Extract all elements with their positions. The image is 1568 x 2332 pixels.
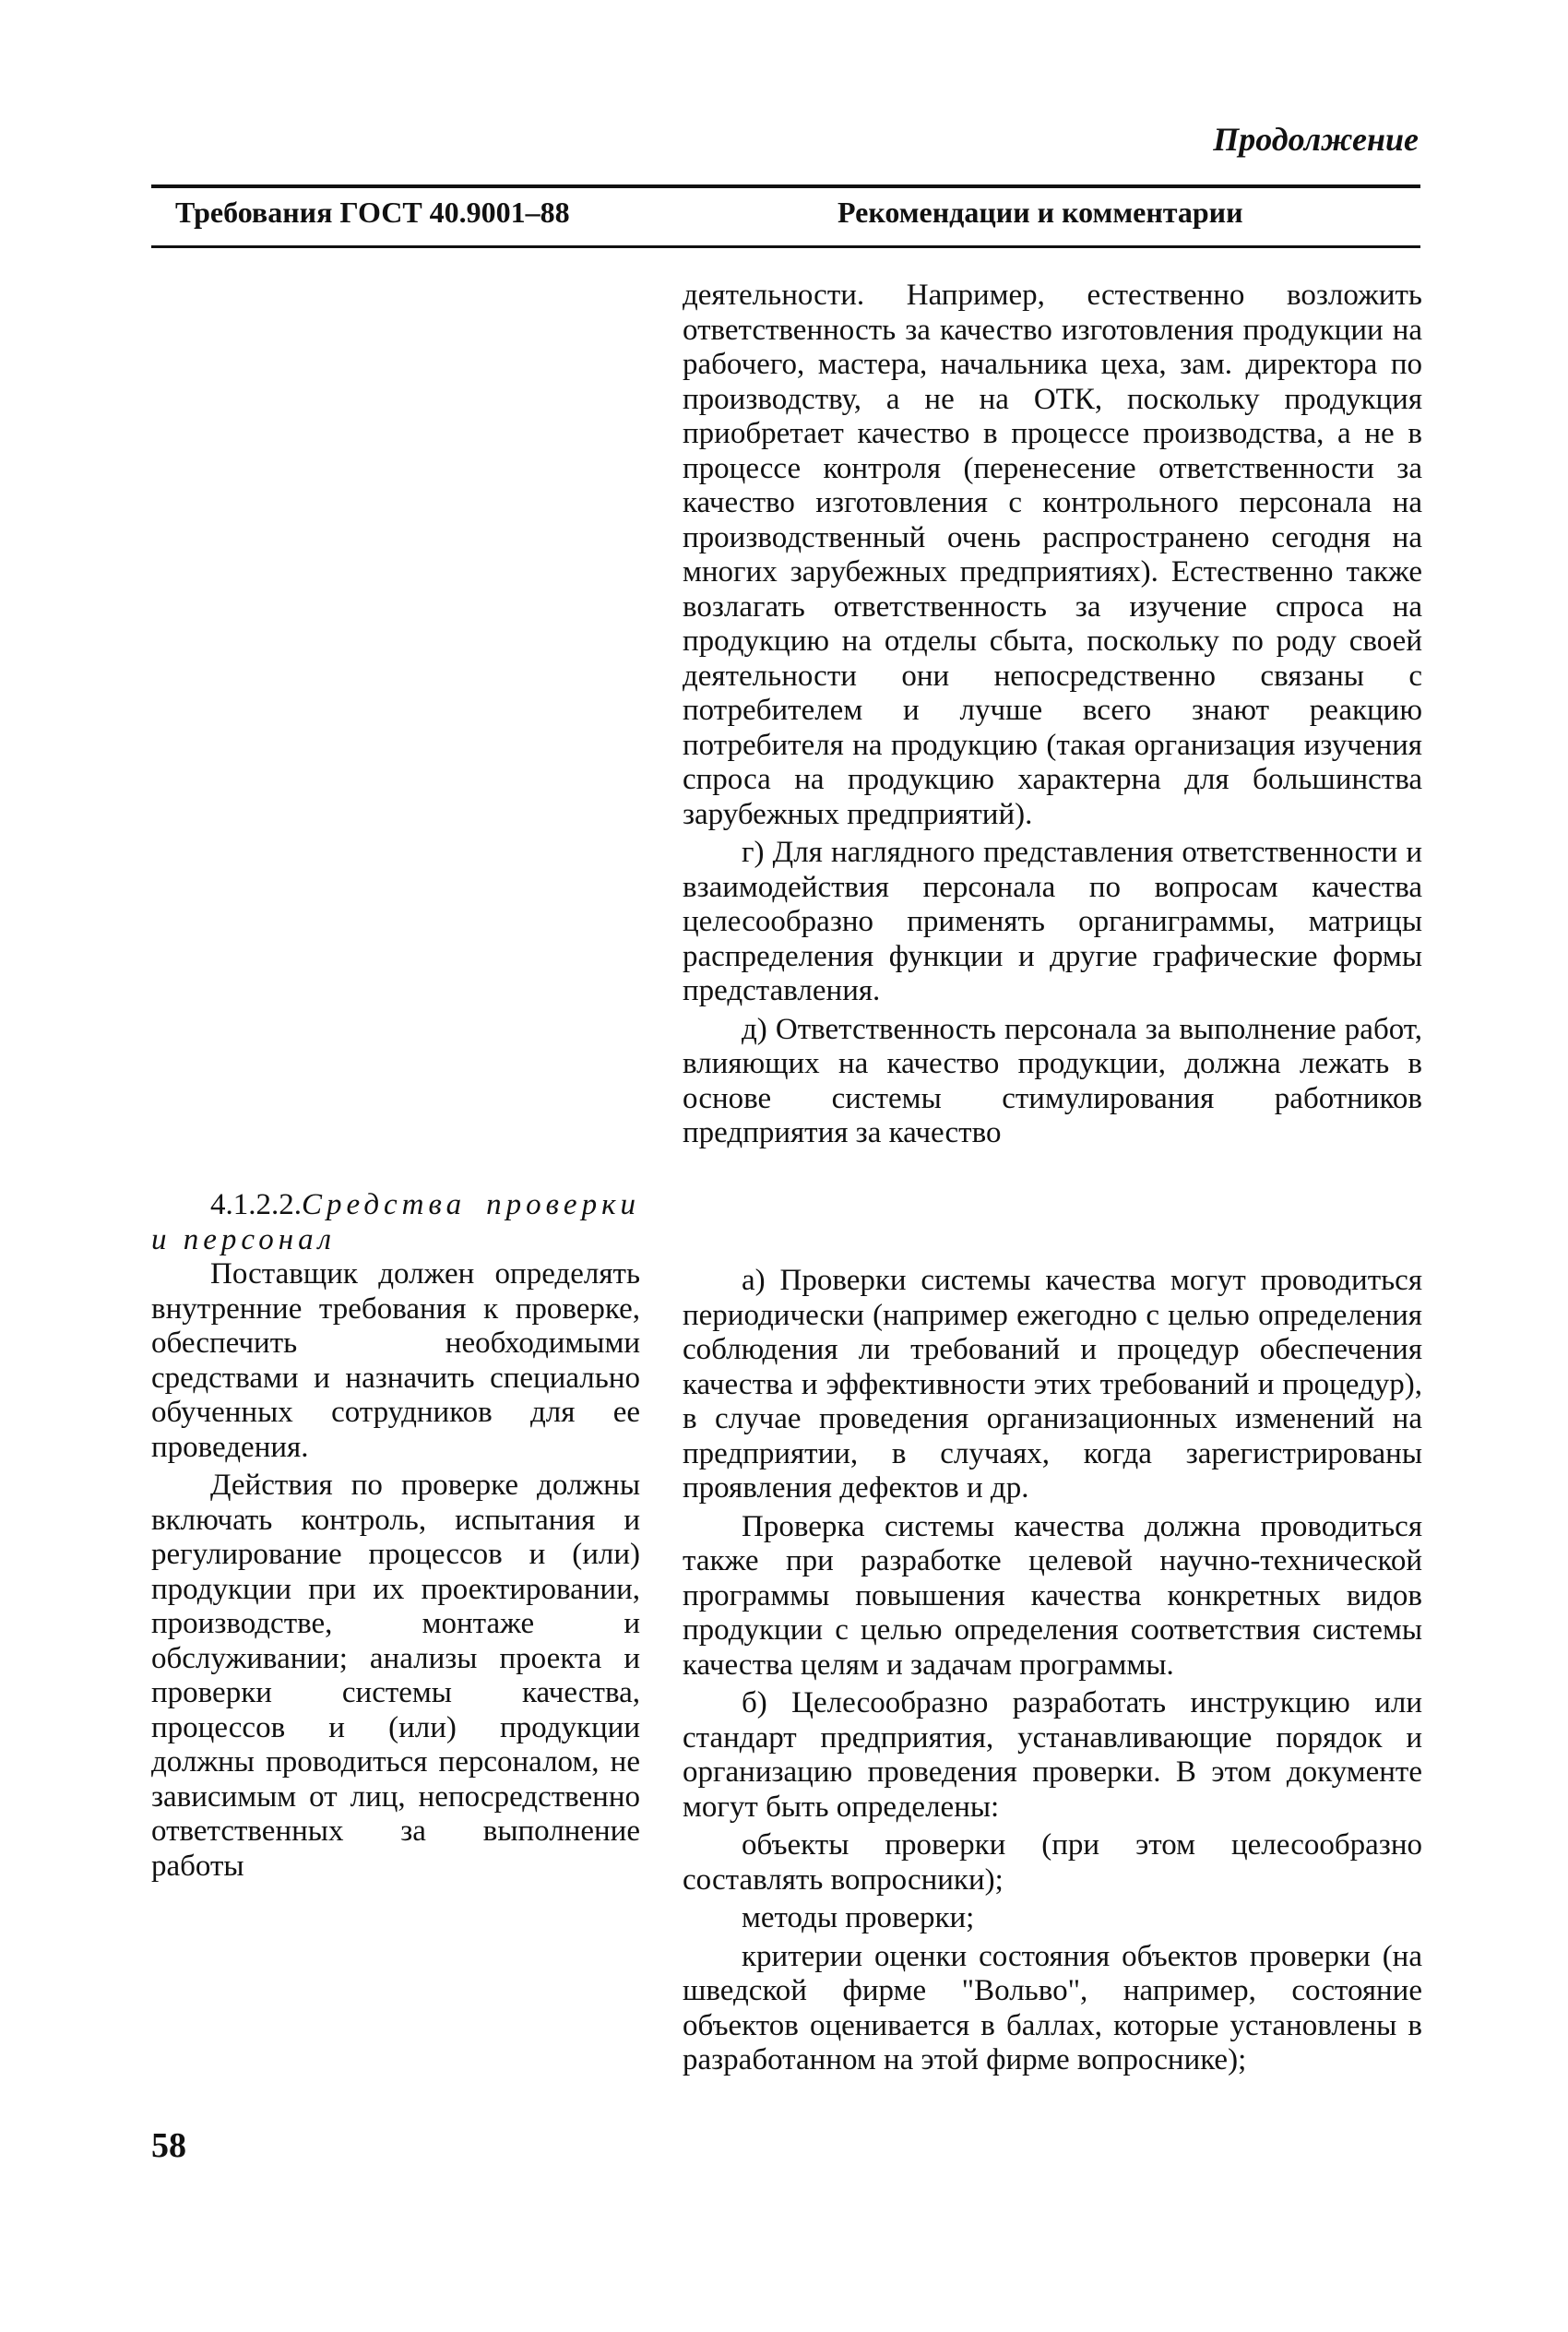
continuation-label: Продолжение bbox=[1213, 121, 1419, 158]
section-number: 4.1.2.2. bbox=[210, 1188, 302, 1221]
right-column-top bbox=[683, 279, 1422, 1151]
section-heading bbox=[151, 1188, 640, 1257]
paragraph: г) Для наглядного представления ответственности и взаимодействия персонала по вопросам качества целесообразно применять органиграммы, матрицы распределения функции и другие графические формы представления. bbox=[683, 836, 1422, 1007]
paragraph: Поставщик должен определять внутренние требования к проверке, обеспечить необходимыми средствами и назначить специально обученных сотрудников для ее проведения. bbox=[151, 1257, 640, 1464]
paragraph: д) Ответственность персонала за выполнение работ, влияющих на качество продукции, должна лежать в основе системы стимулирования работников предприятия за качество bbox=[683, 1012, 1422, 1149]
left-column bbox=[151, 1188, 640, 1884]
paragraph: объекты проверки (при этом целесообразно составлять вопросники); bbox=[683, 1828, 1422, 1897]
paragraph: деятельности. Например, естественно возложить ответственность за качество изготовления продукции на рабочего, мастера, начальника цеха, зам. директора по производству, а не на ОТК, поскольку продукция приобретает качество в процессе производства, а не в процессе контроля (перенесение ответственности за качество изготовления с контрольного персонала на производственный очень распространено сегодня на многих зарубежных предприятиях). Естественно также возлагать ответственность за изучение спроса на продукцию на отделы сбыта, поскольку по роду своей деятельности они непосредственно связаны с потребителем и лучше всего знают реакцию потребителя на продукцию (такая организация изучения спроса на продукцию характерна для большинства зарубежных предприятий). bbox=[683, 279, 1422, 831]
header-bottom-rule bbox=[151, 245, 1420, 248]
header-right-title: Рекомендации и комментарии bbox=[837, 196, 1243, 229]
section-title: Средства проверки и персонал bbox=[151, 1188, 640, 1256]
paragraph: а) Проверки системы качества могут проводиться периодически (например ежегодно с целью определения соблюдения ли требований и процедур обеспечения качества и эффективности этих требований и процедур), в случае проведения организационных изменений на предприятии, в случаях, когда зарегистрированы проявления дефектов и др. bbox=[683, 1264, 1422, 1505]
right-column-bottom bbox=[683, 1264, 1422, 2078]
paragraph: методы проверки; bbox=[742, 1901, 975, 1934]
paragraph: Действия по проверке должны включать контроль, испытания и регулирование процессов и (или) продукции при их проектировании, производстве, монтаже и обслуживании; анализы проекта и проверки системы качества, процессов и (или) продукции должны проводиться персоналом, не зависимым от лиц, непосредственно ответственных за выполнение работы bbox=[151, 1469, 640, 1883]
paragraph: критерии оценки состояния объектов проверки (на шведской фирме "Вольво", например, состояние объектов оценивается в баллах, которые установлены в разработанном на этой фирме вопроснике); bbox=[683, 1939, 1422, 2076]
header-top-rule bbox=[151, 184, 1420, 188]
paragraph: б) Целесообразно разработать инструкцию или стандарт предприятия, устанавливающие порядок и организацию проведения проверки. В этом документе могут быть определены: bbox=[683, 1686, 1422, 1824]
paragraph: Проверка системы качества должна проводиться также при разработке целевой научно-технической программы повышения качества конкретных видов продукции с целью определения соответствия системы качества целям и задачам программы. bbox=[683, 1509, 1422, 1682]
page-number: 58 bbox=[151, 2126, 186, 2165]
header-left-title: Требования ГОСТ 40.9001–88 bbox=[175, 196, 570, 229]
